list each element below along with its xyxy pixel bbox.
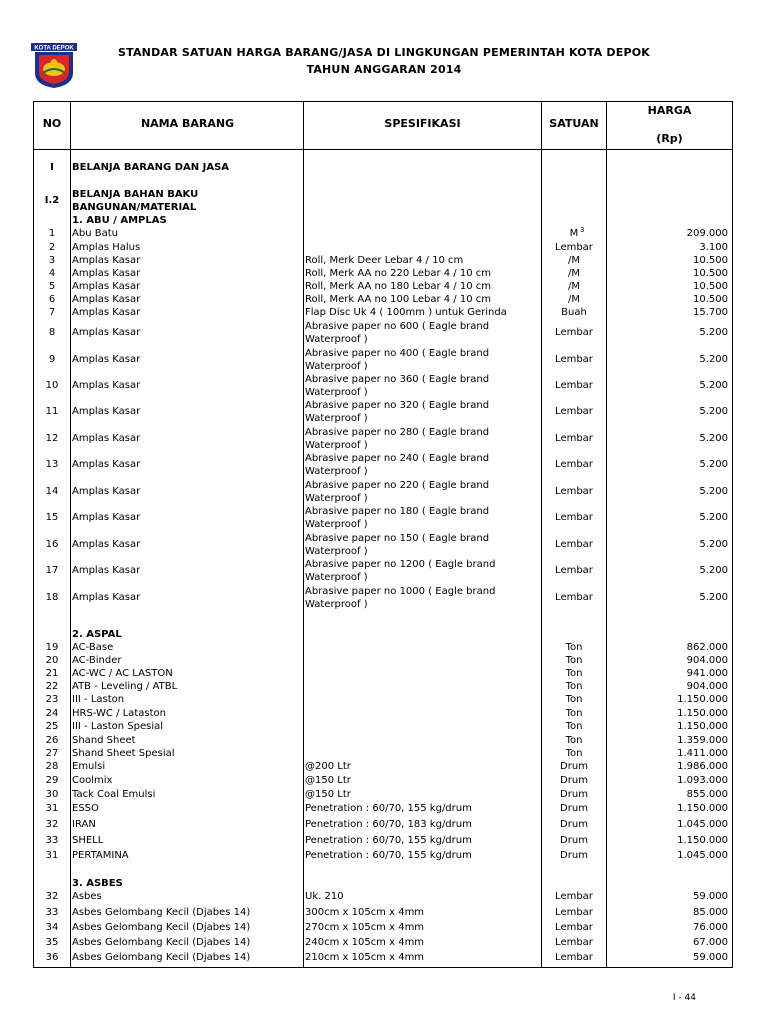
row-nama: III - Laston Spesial xyxy=(72,721,164,732)
row-satuan: Lembar xyxy=(555,922,593,933)
row-no: 22 xyxy=(45,681,59,692)
row-satuan: Lembar xyxy=(555,539,593,550)
row-nama: Amplas Kasar xyxy=(72,327,141,338)
row-spesifikasi: Abrasive paper no 1200 ( Eagle brand Waterproof ) xyxy=(305,559,496,583)
row-no: 13 xyxy=(45,459,59,470)
row-no: 17 xyxy=(45,565,59,576)
row-satuan: Ton xyxy=(565,708,583,719)
row-satuan: Drum xyxy=(560,775,588,786)
row-satuan: Lembar xyxy=(555,459,593,470)
row-harga: 10.500 xyxy=(693,255,728,266)
row-harga: 862.000 xyxy=(686,642,728,653)
row-spesifikasi: Roll, Merk AA no 220 Lebar 4 / 10 cm xyxy=(305,268,491,279)
row-spesifikasi: Roll, Merk AA no 100 Lebar 4 / 10 cm xyxy=(305,294,491,305)
row-no: 26 xyxy=(45,735,59,746)
row-nama: Amplas Kasar xyxy=(72,539,141,550)
row-satuan: Lembar xyxy=(555,512,593,523)
row-harga: 904.000 xyxy=(686,681,728,692)
row-nama: Amplas Kasar xyxy=(72,512,141,523)
row-harga: 1.045.000 xyxy=(677,819,728,830)
row-harga: 5.200 xyxy=(699,380,728,391)
row-harga: 855.000 xyxy=(686,789,728,800)
row-nama: Amplas Kasar xyxy=(72,565,141,576)
row-spesifikasi: 270cm x 105cm x 4mm xyxy=(305,922,425,933)
row-harga: 10.500 xyxy=(693,281,728,292)
row-nama: SHELL xyxy=(72,835,104,846)
row-harga: 1.150.000 xyxy=(677,803,728,814)
group-heading: 2. ASPAL xyxy=(72,629,122,640)
row-no: 10 xyxy=(45,380,59,391)
row-nama: AC-Binder xyxy=(72,655,122,666)
document-title: STANDAR SATUAN HARGA BARANG/JASA DI LINGKUNGAN PEMERINTAH KOTA DEPOK xyxy=(117,46,651,59)
row-nama: Asbes Gelombang Kecil (Djabes 14) xyxy=(72,937,251,948)
row-nama: Asbes Gelombang Kecil (Djabes 14) xyxy=(72,907,251,918)
row-no: 32 xyxy=(45,891,59,902)
row-harga: 5.200 xyxy=(699,592,728,603)
row-nama: Amplas Kasar xyxy=(72,294,141,305)
row-harga: 1.986.000 xyxy=(677,761,728,772)
row-satuan: /M xyxy=(568,294,580,305)
row-satuan: Lembar xyxy=(555,433,593,444)
row-spesifikasi: Abrasive paper no 180 ( Eagle brand Waterproof ) xyxy=(305,506,490,530)
row-spesifikasi: Roll, Merk AA no 180 Lebar 4 / 10 cm xyxy=(305,281,491,292)
row-no: 14 xyxy=(45,486,59,497)
row-nama: Coolmix xyxy=(72,775,113,786)
row-spesifikasi: Abrasive paper no 360 ( Eagle brand Waterproof ) xyxy=(305,374,490,398)
row-nama: Abu Batu xyxy=(72,228,118,239)
row-harga: 15.700 xyxy=(693,307,728,318)
row-no: 5 xyxy=(48,281,56,292)
row-harga: 5.200 xyxy=(699,486,728,497)
row-no: 33 xyxy=(45,907,59,918)
row-satuan: Ton xyxy=(565,681,583,692)
row-no: 31 xyxy=(45,803,59,814)
row-spesifikasi: Uk. 210 xyxy=(305,891,344,902)
row-spesifikasi: Penetration : 60/70, 155 kg/drum xyxy=(305,803,472,814)
row-spesifikasi: @150 Ltr xyxy=(305,775,351,786)
row-no: 7 xyxy=(48,307,56,318)
row-no: 30 xyxy=(45,789,59,800)
row-nama: ATB - Leveling / ATBL xyxy=(72,681,178,692)
row-harga: 5.200 xyxy=(699,565,728,576)
row-no: 32 xyxy=(45,819,59,830)
row-harga: 1.150.000 xyxy=(677,708,728,719)
row-no: 25 xyxy=(45,721,59,732)
row-spesifikasi: Abrasive paper no 400 ( Eagle brand Waterproof ) xyxy=(305,348,490,372)
row-spesifikasi: 240cm x 105cm x 4mm xyxy=(305,937,425,948)
row-spesifikasi: Abrasive paper no 600 ( Eagle brand Waterproof ) xyxy=(305,321,490,345)
row-nama: Amplas Kasar xyxy=(72,281,141,292)
row-nama: Amplas Kasar xyxy=(72,406,141,417)
row-spesifikasi: Penetration : 60/70, 155 kg/drum xyxy=(305,850,472,861)
row-nama: Asbes Gelombang Kecil (Djabes 14) xyxy=(72,952,251,963)
row-spesifikasi: Penetration : 60/70, 183 kg/drum xyxy=(305,819,472,830)
row-harga: 1.150.000 xyxy=(677,694,728,705)
page-number: I - 44 xyxy=(672,993,696,1003)
row-satuan: Lembar xyxy=(555,380,593,391)
row-satuan: /M xyxy=(568,268,580,279)
row-nama: Asbes Gelombang Kecil (Djabes 14) xyxy=(72,922,251,933)
row-nama: Shand Sheet xyxy=(72,735,136,746)
row-no: 21 xyxy=(45,668,59,679)
row-nama: AC-Base xyxy=(72,642,114,653)
row-satuan: Drum xyxy=(560,835,588,846)
row-nama: Emulsi xyxy=(72,761,106,772)
row-nama: III - Laston xyxy=(72,694,125,705)
row-harga: 5.200 xyxy=(699,539,728,550)
column-line xyxy=(732,101,733,968)
row-harga: 1.359.000 xyxy=(677,735,728,746)
row-no: 18 xyxy=(45,592,59,603)
row-satuan: Ton xyxy=(565,748,583,759)
price-table xyxy=(33,101,733,968)
row-satuan: Lembar xyxy=(555,891,593,902)
row-nama: IRAN xyxy=(72,819,96,830)
row-satuan: Lembar xyxy=(555,565,593,576)
row-satuan: Lembar xyxy=(555,907,593,918)
column-header-spesifikasi: SPESIFIKASI xyxy=(384,117,461,130)
column-header-no: NO xyxy=(42,117,62,130)
row-spesifikasi: Abrasive paper no 1000 ( Eagle brand Waterproof ) xyxy=(305,586,496,610)
row-spesifikasi: Roll, Merk Deer Lebar 4 / 10 cm xyxy=(305,255,464,266)
row-harga: 5.200 xyxy=(699,512,728,523)
row-nama: Amplas Kasar xyxy=(72,380,141,391)
row-harga: 5.200 xyxy=(699,354,728,365)
section-label-cont: BANGUNAN/MATERIAL xyxy=(72,202,197,213)
row-satuan: Ton xyxy=(565,735,583,746)
row-spesifikasi: 210cm x 105cm x 4mm xyxy=(305,952,425,963)
row-harga: 3.100 xyxy=(699,242,728,253)
row-harga: 1.045.000 xyxy=(677,850,728,861)
row-spesifikasi: @150 Ltr xyxy=(305,789,351,800)
row-satuan: Lembar xyxy=(555,327,593,338)
row-harga: 1.150.000 xyxy=(677,721,728,732)
row-satuan: Ton xyxy=(565,642,583,653)
row-nama: Shand Sheet Spesial xyxy=(72,748,175,759)
row-no: 1 xyxy=(48,228,56,239)
table-border-top xyxy=(33,101,733,102)
row-no: 28 xyxy=(45,761,59,772)
row-no: 16 xyxy=(45,539,59,550)
row-no: 29 xyxy=(45,775,59,786)
row-satuan: Ton xyxy=(565,694,583,705)
group-heading: 1. ABU / AMPLAS xyxy=(72,215,167,226)
row-satuan: Lembar xyxy=(555,592,593,603)
row-satuan: /M xyxy=(568,255,580,266)
row-satuan: Drum xyxy=(560,850,588,861)
row-no: 6 xyxy=(48,294,56,305)
row-spesifikasi: Flap Disc Uk 4 ( 100mm ) untuk Gerinda xyxy=(305,307,507,318)
row-harga: 59.000 xyxy=(693,952,728,963)
row-satuan: Ton xyxy=(565,721,583,732)
row-satuan: Buah xyxy=(561,307,587,318)
row-nama: HRS-WC / Lataston xyxy=(72,708,166,719)
row-harga: 904.000 xyxy=(686,655,728,666)
row-satuan: Drum xyxy=(560,761,588,772)
row-spesifikasi: Abrasive paper no 280 ( Eagle brand Waterproof ) xyxy=(305,427,490,451)
row-no: 31 xyxy=(45,850,59,861)
row-harga: 5.200 xyxy=(699,327,728,338)
row-harga: 85.000 xyxy=(693,907,728,918)
row-harga: 5.200 xyxy=(699,406,728,417)
row-satuan: Lembar xyxy=(555,486,593,497)
row-no: 27 xyxy=(45,748,59,759)
row-satuan: Ton xyxy=(565,668,583,679)
section-label: BELANJA BAHAN BAKU xyxy=(72,189,199,200)
row-satuan: Lembar xyxy=(555,406,593,417)
row-nama: Amplas Kasar xyxy=(72,255,141,266)
row-no: 15 xyxy=(45,512,59,523)
section-no: I xyxy=(50,162,54,173)
row-harga: 209.000 xyxy=(686,228,728,239)
row-spesifikasi: 300cm x 105cm x 4mm xyxy=(305,907,425,918)
row-harga: 941.000 xyxy=(686,668,728,679)
row-nama: Amplas Halus xyxy=(72,242,141,253)
row-harga: 1.093.000 xyxy=(677,775,728,786)
row-harga: 59.000 xyxy=(693,891,728,902)
row-spesifikasi: Abrasive paper no 320 ( Eagle brand Waterproof ) xyxy=(305,400,490,424)
row-no: 9 xyxy=(48,354,56,365)
row-spesifikasi: Penetration : 60/70, 155 kg/drum xyxy=(305,835,472,846)
row-no: 36 xyxy=(45,952,59,963)
row-no: 19 xyxy=(45,642,59,653)
row-satuan: Drum xyxy=(560,789,588,800)
column-header-nama: NAMA BARANG xyxy=(140,117,235,130)
kota-depok-logo xyxy=(31,43,77,89)
row-no: 12 xyxy=(45,433,59,444)
row-satuan: Lembar xyxy=(555,937,593,948)
row-harga: 10.500 xyxy=(693,268,728,279)
row-harga: 1.150.000 xyxy=(677,835,728,846)
row-no: 23 xyxy=(45,694,59,705)
row-no: 33 xyxy=(45,835,59,846)
row-nama: Amplas Kasar xyxy=(72,459,141,470)
row-no: 20 xyxy=(45,655,59,666)
row-satuan: /M xyxy=(568,281,580,292)
column-header-harga-unit: (Rp) xyxy=(656,132,683,145)
column-header-harga: HARGA xyxy=(647,104,692,117)
row-nama: Amplas Kasar xyxy=(72,486,141,497)
row-harga: 76.000 xyxy=(693,922,728,933)
section-label: BELANJA BARANG DAN JASA xyxy=(72,162,230,173)
row-spesifikasi: @200 Ltr xyxy=(305,761,351,772)
row-nama: Asbes xyxy=(72,891,102,902)
row-harga: 5.200 xyxy=(699,459,728,470)
row-harga: 1.411.000 xyxy=(677,748,728,759)
row-no: 8 xyxy=(48,327,56,338)
row-harga: 67.000 xyxy=(693,937,728,948)
row-nama: ESSO xyxy=(72,803,99,814)
row-satuan: Drum xyxy=(560,819,588,830)
row-no: 24 xyxy=(45,708,59,719)
row-no: 35 xyxy=(45,937,59,948)
row-spesifikasi: Abrasive paper no 220 ( Eagle brand Waterproof ) xyxy=(305,480,490,504)
row-nama: Amplas Kasar xyxy=(72,268,141,279)
row-nama: AC-WC / AC LASTON xyxy=(72,668,173,679)
row-satuan: Lembar xyxy=(555,354,593,365)
row-nama: Amplas Kasar xyxy=(72,433,141,444)
row-nama: Tack Coal Emulsi xyxy=(72,789,156,800)
section-no: I.2 xyxy=(44,195,60,206)
row-no: 11 xyxy=(45,406,59,417)
row-nama: Amplas Kasar xyxy=(72,307,141,318)
group-heading: 3. ASBES xyxy=(72,878,123,889)
logo-text: KOTA DEPOK xyxy=(34,45,74,52)
column-header-satuan: SATUAN xyxy=(549,117,599,130)
row-satuan: Lembar xyxy=(555,242,593,253)
row-satuan: Drum xyxy=(560,803,588,814)
row-satuan: Ton xyxy=(565,655,583,666)
row-harga: 5.200 xyxy=(699,433,728,444)
row-nama: PERTAMINA xyxy=(72,850,129,861)
row-no: 34 xyxy=(45,922,59,933)
row-no: 4 xyxy=(48,268,56,279)
row-satuan: Lembar xyxy=(555,952,593,963)
document-subtitle: TAHUN ANGGARAN 2014 xyxy=(306,63,462,76)
row-spesifikasi: Abrasive paper no 150 ( Eagle brand Waterproof ) xyxy=(305,533,490,557)
header-divider xyxy=(33,149,733,150)
row-harga: 10.500 xyxy=(693,294,728,305)
row-nama: Amplas Kasar xyxy=(72,354,141,365)
table-border-bottom xyxy=(33,967,733,968)
unit-superscript: 3 xyxy=(580,226,585,234)
row-satuan: M xyxy=(569,228,579,239)
row-no: 2 xyxy=(48,242,56,253)
row-no: 3 xyxy=(48,255,56,266)
row-spesifikasi: Abrasive paper no 240 ( Eagle brand Waterproof ) xyxy=(305,453,490,477)
row-nama: Amplas Kasar xyxy=(72,592,141,603)
